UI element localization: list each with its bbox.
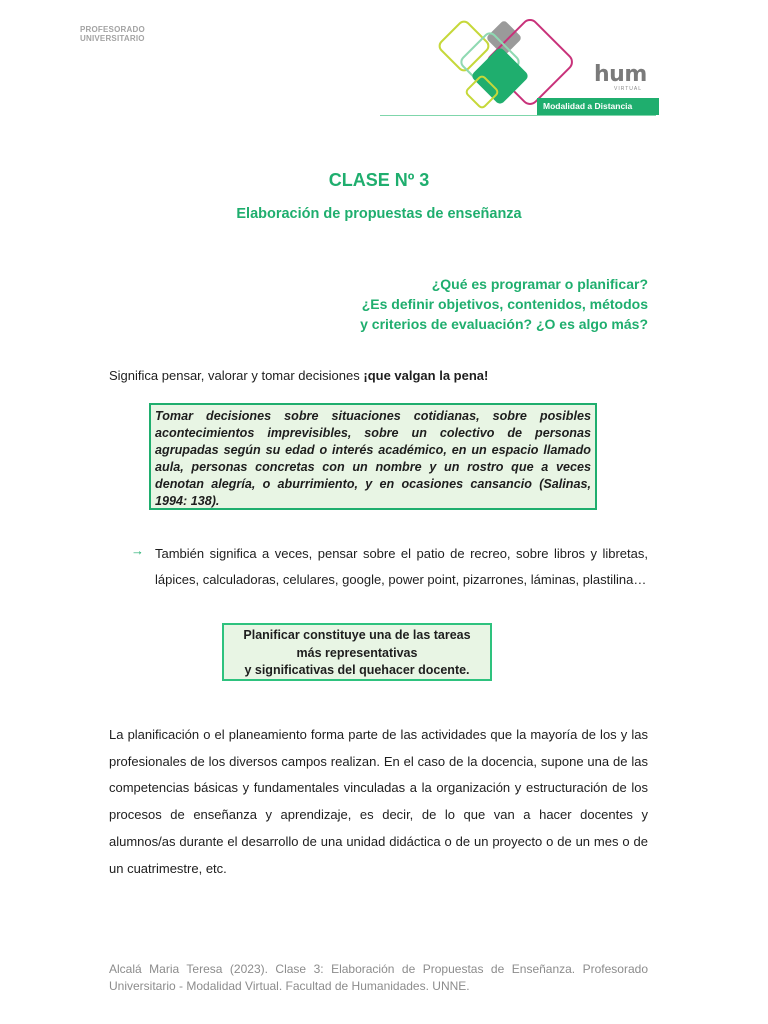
page-subtitle: Elaboración de propuestas de enseñanza — [236, 206, 522, 222]
arrow-right-icon: → — [131, 543, 144, 558]
highlight-line-3: y significativas del quehacer docente. — [244, 663, 470, 677]
body-paragraph: La planificación o el planeamiento forma parte de las actividades que la mayoría de los y las profesionales de los diversos campos realizan. En el caso de la docencia, supone una de las competencias básicas y fundamentales vinculadas a la organización y estructuración de los procesos de enseñanza y aprendizaje, es decir, de lo que van a hacer docentes y alumnos/as durante el desarrollo de una unidad didáctica o de un proyecto o de un mes o de un cuatrimestre, etc. — [109, 727, 648, 876]
brand-label — [80, 25, 145, 43]
brand-line-1: PROFESORADO — [80, 25, 145, 34]
logo-wordmark: hum — [594, 62, 647, 87]
header-divider — [380, 115, 656, 116]
intro-emphasis: ¡que valgan la pena! — [363, 368, 489, 383]
modalidad-badge: Modalidad a Distancia — [537, 98, 659, 115]
quote-box — [149, 403, 597, 510]
logo-subtitle: VIRTUAL — [614, 86, 643, 92]
quote-text: Tomar decisiones sobre situaciones cotidianas, sobre posibles acontecimientos imprevisibles, sobre un colectivo de personas agrupadas según su edad o interés académico, en un espacio llamado aula, personas concretas con un nombre y un rostro que a veces denotan alegría, o aburrimiento, y en ocasiones cansancio (Salinas, 1994: 138). — [155, 409, 591, 508]
highlight-line-2: más representativas — [296, 645, 418, 660]
page-title: CLASE Nº 3 — [328, 170, 430, 190]
highlight-box — [222, 623, 492, 681]
question-line-3: y criterios de evaluación? ¿O es algo más? — [360, 316, 648, 332]
highlight-line-1: Planificar constituye una de las tareas — [243, 628, 471, 642]
intro-text: Significa pensar, valorar y tomar decisiones — [109, 368, 364, 383]
brand-line-2: UNIVERSITARIO — [80, 34, 145, 43]
intro-paragraph — [109, 368, 488, 383]
question-line-2: ¿Es definir objetivos, contenidos, métodos — [361, 296, 648, 312]
guiding-questions — [360, 274, 648, 334]
bullet-paragraph: También significa a veces, pensar sobre el patio de recreo, sobre libros y libretas, lápices, calculadoras, celulares, google, power point, pizarrones, láminas, plastilina… — [155, 546, 648, 587]
question-line-1: ¿Qué es programar o planificar? — [431, 276, 648, 292]
footer-citation: Alcalá Maria Teresa (2023). Clase 3: Elaboración de Propuestas de Enseñanza. Profesorado Universitario - Modalidad Virtual. Facultad de Humanidades. UNNE. — [109, 962, 648, 993]
